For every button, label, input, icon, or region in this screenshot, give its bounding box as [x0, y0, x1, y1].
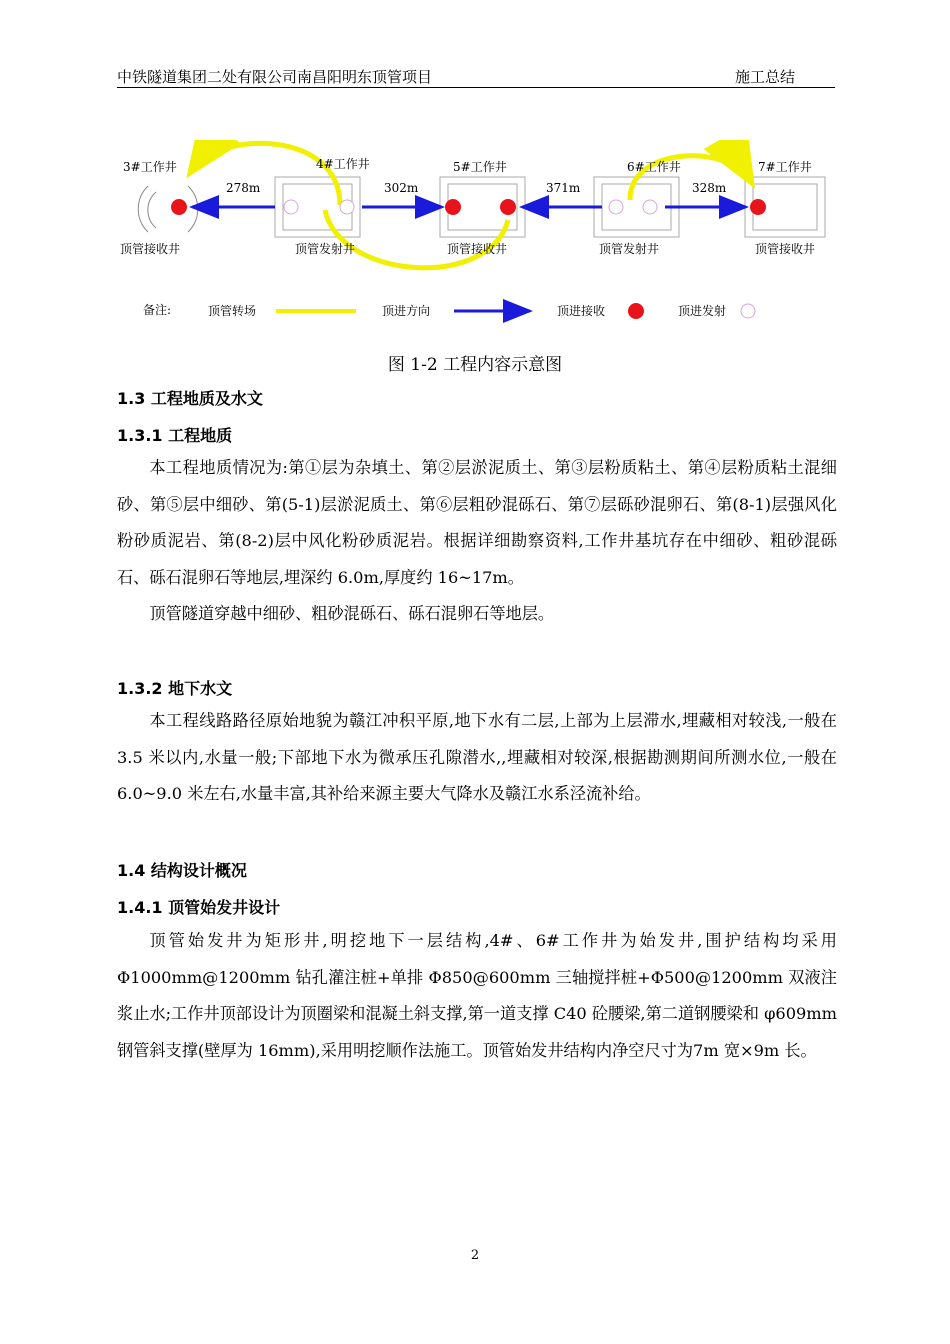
paragraph-launch-shaft: 顶管始发井为矩形井,明挖地下一层结构,4#、6#工作井为始发井,围护结构均采用Φ1000mm@1200mm 钻孔灌注桩+单排 Φ850@600mm 三轴搅拌桩+Φ500@1200mm 双液注浆止水;工作井顶部设计为顶圈梁和混凝土斜支撑,第一道支撑 C40 砼腰梁,第二道钢腰梁和 φ609mm 钢管斜支撑(壁厚为 16mm),采用明挖顺作法施工。顶管始发井结构内净空尺寸为7m 宽×9m 长。 [117, 931, 837, 1060]
paragraph-geology [117, 450, 837, 633]
section-heading-1-3: 1.3 工程地质及水文 [117, 389, 263, 408]
legend-receive-swatch [628, 303, 644, 319]
section-heading-1-3-1: 1.3.1 工程地质 [117, 426, 233, 445]
shaft-type-6: 顶管发射井 [599, 242, 660, 256]
header-rule [117, 87, 835, 88]
section-heading-1-4: 1.4 结构设计概况 [117, 861, 247, 880]
section-heading-1-4-1: 1.4.1 顶管始发井设计 [117, 898, 281, 917]
shaft-label-5: 5#工作井 [453, 160, 507, 174]
launch-point-4a [284, 200, 298, 214]
legend-launch-swatch [741, 304, 755, 318]
receive-point-7 [750, 199, 766, 215]
header-project-name: 中铁隧道集团二处有限公司南昌阳明东顶管项目 [117, 68, 433, 86]
shaft-3-outline [138, 186, 198, 232]
receive-point-3 [171, 199, 187, 215]
shaft-type-3: 顶管接收井 [120, 242, 181, 256]
shaft-type-7: 顶管接收井 [755, 242, 816, 256]
paragraph-geology-tunnel: 顶管隧道穿越中细砂、粗砂混砾石、砾石混卵石等地层。 [149, 604, 555, 624]
paragraph-hydrology: 本工程线路路径原始地貌为赣江冲积平原,地下水有二层,上部为上层滞水,埋藏相对较浅,一般在 3.5 米以内,水量一般;下部地下水为微承压孔隙潜水,,埋藏相对较深,根据勘测期间所测水位,一般在 6.0~9.0 米左右,水量丰富,其补给来源主要大气降水及赣江水系泾流补给。 [117, 711, 837, 804]
shaft-label-7: 7#工作井 [758, 160, 812, 174]
shaft-type-4: 顶管发射井 [295, 242, 356, 256]
launch-point-6a [609, 200, 623, 214]
legend-title: 备注: [143, 303, 172, 317]
receive-point-5a [445, 199, 461, 215]
shaft-label-3: 3#工作井 [123, 160, 177, 174]
distance-label-3: 371m [546, 181, 581, 195]
shaft-label-4: 4#工作井 [316, 157, 370, 171]
distance-label-2: 302m [384, 181, 419, 195]
legend-direction-label: 顶进方向 [382, 304, 431, 318]
paragraph-geology-main: 本工程地质情况为:第①层为杂填土、第②层淤泥质土、第③层粉质粘土、第④层粉质粘土混细砂、第⑤层中细砂、第(5-1)层淤泥质土、第⑥层粗砂混砾石、第⑦层砾砂混卵石、第(8-1)层强风化粉砂质泥岩、第(8-2)层中风化粉砂质泥岩。根据详细勘察资料,工作井基坑存在中细砂、粗砂混砾石、砾石混卵石等地层,埋深约 6.0m,厚度约 16~17m。 [117, 458, 837, 587]
distance-label-4: 328m [692, 181, 727, 195]
legend-launch-label: 顶进发射 [678, 304, 727, 318]
distance-label-1: 278m [226, 181, 261, 195]
page-number: 2 [470, 1248, 480, 1263]
legend-transfer-label: 顶管转场 [208, 304, 257, 318]
launch-point-6b [643, 200, 657, 214]
shaft-type-5: 顶管接收井 [447, 242, 508, 256]
transfer-curve-1 [192, 143, 340, 205]
figure-caption: 图 1-2 工程内容示意图 [387, 355, 563, 375]
receive-point-5b [500, 199, 516, 215]
launch-point-4b [340, 200, 354, 214]
header-doc-title: 施工总结 [735, 68, 796, 86]
project-schematic-diagram [110, 140, 840, 340]
section-heading-1-3-2: 1.3.2 地下水文 [117, 679, 233, 698]
legend-receive-label: 顶进接收 [557, 304, 606, 318]
shaft-label-6: 6#工作井 [627, 160, 681, 174]
